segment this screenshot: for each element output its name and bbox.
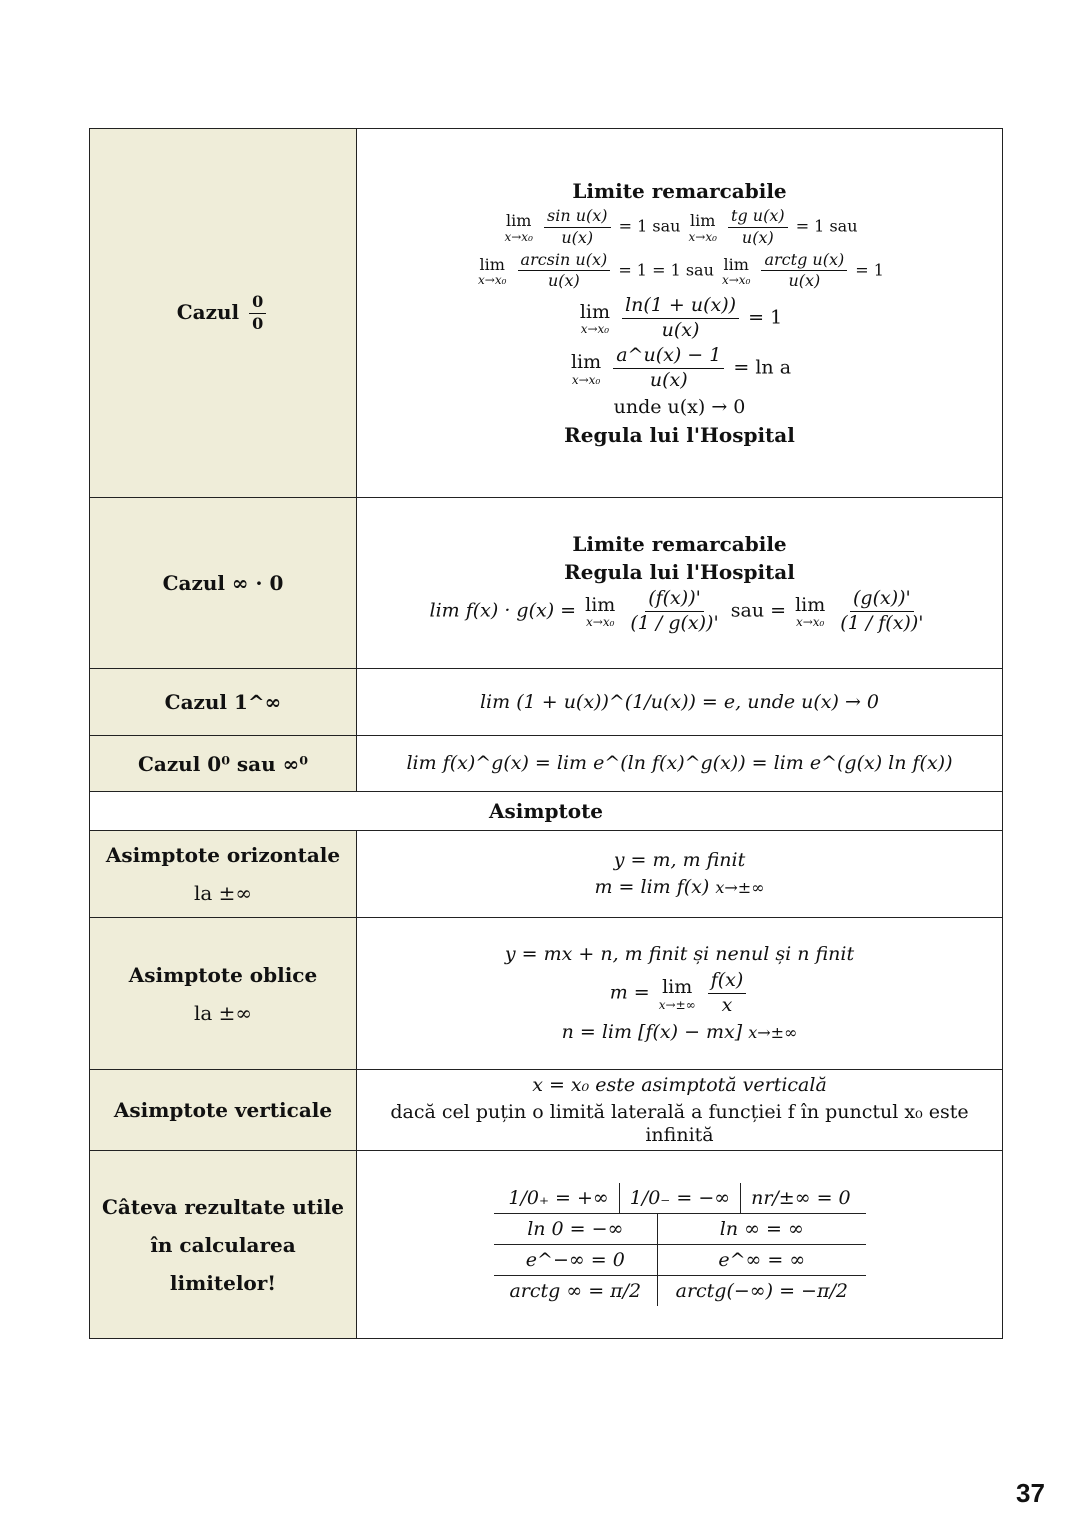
- content-asimptote-oblice: [357, 918, 1003, 1070]
- formula-sin-tg: lim x→x₀ $\frac{\text{sin u(x)}}{u(x)}$ = 1 sau lim x→x₀ $\frac{\text{tg u(x)}}{u(x)}$ = 1 sau: [504, 206, 858, 247]
- row-case-0-over-0: [90, 129, 1003, 498]
- label-asimptote-orizontale: Asimptote orizontale la ±∞: [90, 831, 357, 918]
- formula-orizontala-y: y = m, m finit: [613, 849, 746, 872]
- content-case-0-over-0: [357, 129, 1003, 498]
- result-arctg-minus-inf: arctg(−∞) = −π/2: [658, 1276, 866, 1307]
- formula-verticala: x = x₀ este asimptotă verticală: [532, 1074, 827, 1096]
- results-grid: [498, 1183, 860, 1213]
- heading-limite-remarcabile: Limite remarcabile: [572, 179, 787, 204]
- heading-lhospital: Regula lui l'Hospital: [564, 422, 795, 447]
- row-case-inf-times-0: [90, 498, 1003, 669]
- row-section-asimptote: [90, 792, 1003, 831]
- content-case-1-pow-inf: [357, 669, 1003, 736]
- result-e-minus-inf: e^−∞ = 0: [494, 1245, 658, 1276]
- result-1-over-0-minus: 1/0₋ = −∞: [619, 1183, 740, 1213]
- formula-oblica-n: n = lim [f(x) − mx] x→±∞: [561, 1020, 798, 1043]
- result-ln-0: ln 0 = −∞: [494, 1214, 658, 1245]
- label-main: Cazul: [176, 299, 240, 324]
- label-rezultate-utile: Câteva rezultate utile în calcularea limitelor!: [90, 1151, 357, 1339]
- result-ln-inf: ln ∞ = ∞: [658, 1214, 866, 1245]
- label-case-0-over-0: [90, 129, 357, 498]
- row-asimptote-verticale: [90, 1070, 1003, 1151]
- results-grid-2: [494, 1213, 866, 1306]
- row-asimptote-oblice: [90, 918, 1003, 1070]
- formula-1-pow-inf: lim (1 + u(x))^(1/u(x)) = e, unde u(x) → 0: [479, 690, 880, 713]
- row-asimptote-orizontale: [90, 831, 1003, 918]
- row-case-0-pow-0: [90, 736, 1003, 792]
- result-nr-over-inf: nr/±∞ = 0: [751, 1187, 851, 1210]
- heading-limite-remarcabile-2: Limite remarcabile: [572, 531, 787, 556]
- row-case-1-pow-inf: [90, 669, 1003, 736]
- label-fraction: $\frac{0}{0}$: [249, 293, 266, 333]
- label-asimptote-oblice: Asimptote oblice la ±∞: [90, 918, 357, 1070]
- formula-0-pow-0: lim f(x)^g(x) = lim e^(ln f(x)^g(x)) = lim e^(g(x) ln f(x)): [406, 752, 953, 775]
- formula-table: [89, 128, 1003, 1339]
- heading-lhospital-2: Regula lui l'Hospital: [564, 559, 795, 584]
- formula-oblica-m: m = lim x→±∞ $\frac{f(x)}{x}$: [357, 970, 1002, 1017]
- label-asimptote-verticale: Asimptote verticale: [90, 1070, 357, 1151]
- page-number: 37: [1016, 1478, 1045, 1508]
- formula-orizontala-m: m = lim f(x) x→±∞: [594, 876, 765, 898]
- formula-inf-times-0: lim f(x) · g(x) = lim x→x₀ $\frac{(f(x))'}{(1 / g(x))'}$ sau = lim x→x₀ $\frac{(g(x))'}{(1 / f(x))'}$: [429, 586, 924, 634]
- content-asimptote-verticale: [357, 1070, 1003, 1151]
- formula-unde: unde u(x) → 0: [613, 396, 746, 419]
- formula-arcsin-arctg: lim x→x₀ $\frac{\text{arcsin u(x)}}{u(x)}$ = 1 = 1 sau lim x→x₀ $\frac{\text{arctg u(x)}}{u(x)}$ = 1: [478, 249, 884, 291]
- content-case-0-pow-0: [357, 736, 1003, 792]
- label-case-1-pow-inf: Cazul 1^∞: [90, 669, 357, 736]
- verticala-condition: dacă cel puțin o limită laterală a funcției f în punctul x₀ este infinită: [390, 1100, 969, 1146]
- result-arctg-inf: arctg ∞ = π/2: [494, 1276, 658, 1307]
- formula-exp: lim x→x₀ $\frac{a\^{}u(x) - 1}{u(x)}$ = ln a: [570, 344, 792, 392]
- label-case-0-pow-0: Cazul 0⁰ sau ∞⁰: [90, 736, 357, 792]
- section-asimptote: Asimptote: [90, 792, 1003, 831]
- label-case-inf-times-0: Cazul ∞ · 0: [90, 498, 357, 669]
- result-1-over-0-plus: 1/0₊ = +∞: [498, 1183, 619, 1213]
- row-rezultate-utile: [90, 1151, 1003, 1339]
- formula-oblica-y: y = mx + n, m finit și nenul și n finit: [504, 943, 855, 966]
- result-e-inf: e^∞ = ∞: [658, 1245, 866, 1276]
- content-asimptote-orizontale: [357, 831, 1003, 918]
- content-case-inf-times-0: [357, 498, 1003, 669]
- formula-ln: lim x→x₀ $\frac{\ln(1 + u(x))}{u(x)}$ = 1: [579, 293, 783, 341]
- content-rezultate-utile: [357, 1151, 1003, 1339]
